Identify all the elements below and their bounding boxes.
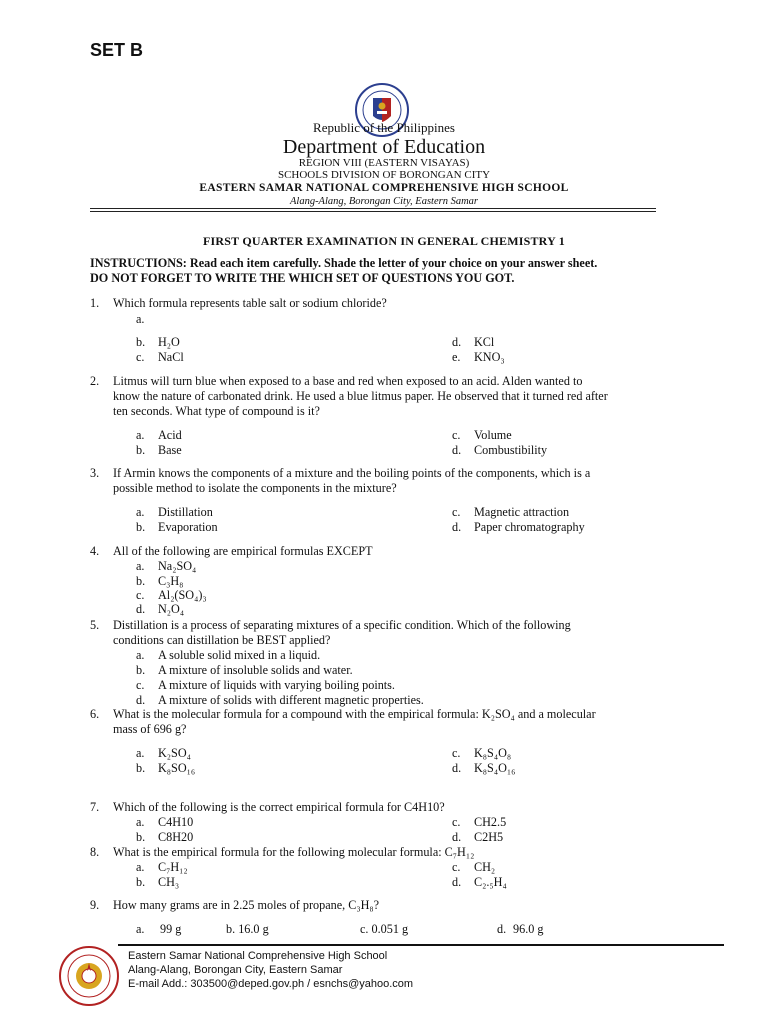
q3-number: 3. — [90, 466, 100, 480]
q6-option-b: K₈SO₁₆ — [158, 761, 196, 775]
q1-option-c: NaCl — [158, 350, 184, 364]
footer-address: Alang-Alang, Borongan City, Eastern Samar — [128, 964, 343, 976]
department-heading: Department of Education — [282, 136, 486, 158]
q4-option-c-letter: c. — [136, 588, 145, 602]
q5-text-line-1: Distillation is a process of separating mixtures of a specific condition. Which of the following — [113, 618, 571, 632]
q9-option-d-letter: d. — [497, 922, 507, 936]
q8-option-b: CH₃ — [158, 875, 180, 889]
footer-school-name: Eastern Samar National Comprehensive High School — [128, 950, 388, 962]
q4-option-b: C₃H₈ — [158, 574, 184, 588]
q8-option-c-letter: c. — [452, 860, 461, 874]
q9-text: How many grams are in 2.25 moles of propane, C₃H₈? — [113, 898, 380, 912]
q2-option-c-letter: c. — [452, 428, 461, 442]
q2-option-a-letter: a. — [136, 428, 145, 442]
q3-option-d: Paper chromatography — [474, 520, 585, 534]
q7-option-c: CH2.5 — [474, 815, 507, 829]
q5-option-a: A soluble solid mixed in a liquid. — [158, 648, 321, 662]
q5-option-d: A mixture of solids with different magnetic properties. — [158, 693, 424, 707]
q3-option-d-letter: d. — [452, 520, 462, 534]
q4-option-b-letter: b. — [136, 574, 146, 588]
school-name: EASTERN SAMAR NATIONAL COMPREHENSIVE HIGH SCHOOL — [199, 182, 569, 194]
q5-option-c: A mixture of liquids with varying boiling points. — [158, 678, 395, 692]
q6-option-a-letter: a. — [136, 746, 145, 760]
instructions — [90, 256, 690, 286]
q4-option-c: Al₂(SO₄)₃ — [158, 588, 207, 602]
q5-option-c-letter: c. — [136, 678, 145, 692]
footer-divider — [118, 944, 724, 946]
q6-option-c-letter: c. — [452, 746, 461, 760]
q3-option-b-letter: b. — [136, 520, 146, 534]
q9-option-b: b. 16.0 g — [226, 922, 269, 936]
republic-heading: Republic of the Philippines — [313, 120, 455, 135]
q1-option-b-letter: b. — [136, 335, 146, 349]
q1-option-c-letter: c. — [136, 350, 145, 364]
q5-text-line-2: conditions can distillation be BEST applied? — [113, 633, 331, 647]
q6-option-d-letter: d. — [452, 761, 462, 775]
q9-option-a: 99 g — [160, 922, 182, 936]
q3-option-c: Magnetic attraction — [474, 505, 570, 519]
q8-option-d: C₂.₅H₄ — [474, 875, 507, 889]
q8-option-b-letter: b. — [136, 875, 146, 889]
q2-option-a: Acid — [158, 428, 182, 442]
q7-text: Which of the following is the correct empirical formula for C4H10? — [113, 800, 445, 814]
q1-option-d-letter: d. — [452, 335, 462, 349]
q5-option-b: A mixture of insoluble solids and water. — [158, 663, 353, 677]
q1-number: 1. — [90, 296, 100, 310]
q7-option-a-letter: a. — [136, 815, 145, 829]
school-address: Alang-Alang, Borongan City, Eastern Samar — [289, 196, 479, 207]
q6-option-c: K₈S₄O₈ — [474, 746, 512, 760]
q9-option-c: c. 0.051 g — [360, 922, 409, 936]
q7-option-b-letter: b. — [136, 830, 146, 844]
set-label: SET B — [90, 40, 144, 60]
q2-option-d: Combustibility — [474, 443, 548, 457]
q6-option-a: K₂SO₄ — [158, 746, 191, 760]
q2-option-d-letter: d. — [452, 443, 462, 457]
q1-option-e-letter: e. — [452, 350, 461, 364]
q5-option-d-letter: d. — [136, 693, 146, 707]
q7-number: 7. — [90, 800, 100, 814]
q2-option-c: Volume — [474, 428, 512, 442]
q1-option-e: KNO₃ — [474, 350, 505, 364]
q5-option-b-letter: b. — [136, 663, 146, 677]
q9-option-d: 96.0 g — [513, 922, 544, 936]
q1-option-b: H₂O — [158, 335, 180, 349]
q4-number: 4. — [90, 544, 100, 558]
q2-option-b: Base — [158, 443, 182, 457]
q6-option-d: K₈S₄O₁₆ — [474, 761, 516, 775]
q5-number: 5. — [90, 618, 100, 632]
header-divider-thin — [90, 211, 656, 212]
q8-option-a-letter: a. — [136, 860, 145, 874]
region-line: REGION VIII (EASTERN VISAYAS) — [298, 157, 470, 169]
q8-option-d-letter: d. — [452, 875, 462, 889]
q6-text-line-1: What is the molecular formula for a compound with the empirical formula: K₂SO₄ and a molecular — [113, 707, 596, 721]
q8-option-c: CH₂ — [474, 860, 496, 874]
q7-option-a: C4H10 — [158, 815, 194, 829]
q8-text: What is the empirical formula for the following molecular formula: C₇H₁₂ — [113, 845, 475, 859]
q8-number: 8. — [90, 845, 100, 859]
q1-option-d: KCl — [474, 335, 495, 349]
q3-text-line-1: If Armin knows the components of a mixture and the boiling points of the components, which is a — [113, 466, 591, 480]
q3-option-a: Distillation — [158, 505, 213, 519]
q7-option-b: C8H20 — [158, 830, 194, 844]
q2-text-line-1: Litmus will turn blue when exposed to a base and red when exposed to an acid. Alden wanted to — [113, 374, 583, 388]
q4-option-a: Na₂SO₄ — [158, 559, 197, 573]
q2-text-line-2: know the nature of carbonated drink. He used a blue litmus paper. He observed that it turned red after — [113, 389, 608, 403]
q7-option-c-letter: c. — [452, 815, 461, 829]
q6-option-b-letter: b. — [136, 761, 146, 775]
q6-number: 6. — [90, 707, 100, 721]
q4-text: All of the following are empirical formulas EXCEPT — [113, 544, 373, 558]
exam-title: FIRST QUARTER EXAMINATION IN GENERAL CHEMISTRY 1 — [203, 234, 565, 248]
q3-option-a-letter: a. — [136, 505, 145, 519]
q9-number: 9. — [90, 898, 100, 912]
q4-option-d: N₂O₄ — [158, 602, 185, 616]
q3-text-line-2: possible method to isolate the components in the mixture? — [113, 481, 397, 495]
q9-option-a-letter: a. — [136, 922, 145, 936]
q5-option-a-letter: a. — [136, 648, 145, 662]
q8-option-a: C₇H₁₂ — [158, 860, 188, 874]
division-line: SCHOOLS DIVISION OF BORONGAN CITY — [277, 169, 491, 181]
q7-option-d-letter: d. — [452, 830, 462, 844]
q1-option-a-letter: a. — [136, 312, 145, 326]
q2-text-line-3: ten seconds. What type of compound is it? — [113, 404, 320, 418]
header-divider — [90, 208, 656, 209]
q4-option-d-letter: d. — [136, 602, 146, 616]
instructions-line-2: DO NOT FORGET TO WRITE THE WHICH SET OF QUESTIONS YOU GOT. — [90, 271, 515, 285]
instructions-line-1: INSTRUCTIONS: Read each item carefully. Shade the letter of your choice on your answer sheet. — [90, 256, 598, 270]
q1-text: Which formula represents table salt or sodium chloride? — [113, 296, 387, 310]
school-seal-icon — [58, 945, 120, 1007]
q2-option-b-letter: b. — [136, 443, 146, 457]
q6-text-line-2: mass of 696 g? — [113, 722, 187, 736]
q7-option-d: C2H5 — [474, 830, 504, 844]
q3-option-c-letter: c. — [452, 505, 461, 519]
q2-number: 2. — [90, 374, 100, 388]
q4-option-a-letter: a. — [136, 559, 145, 573]
q3-option-b: Evaporation — [158, 520, 218, 534]
footer-email: E-mail Add.: 303500@deped.gov.ph / esnchs@yahoo.com — [128, 978, 414, 990]
